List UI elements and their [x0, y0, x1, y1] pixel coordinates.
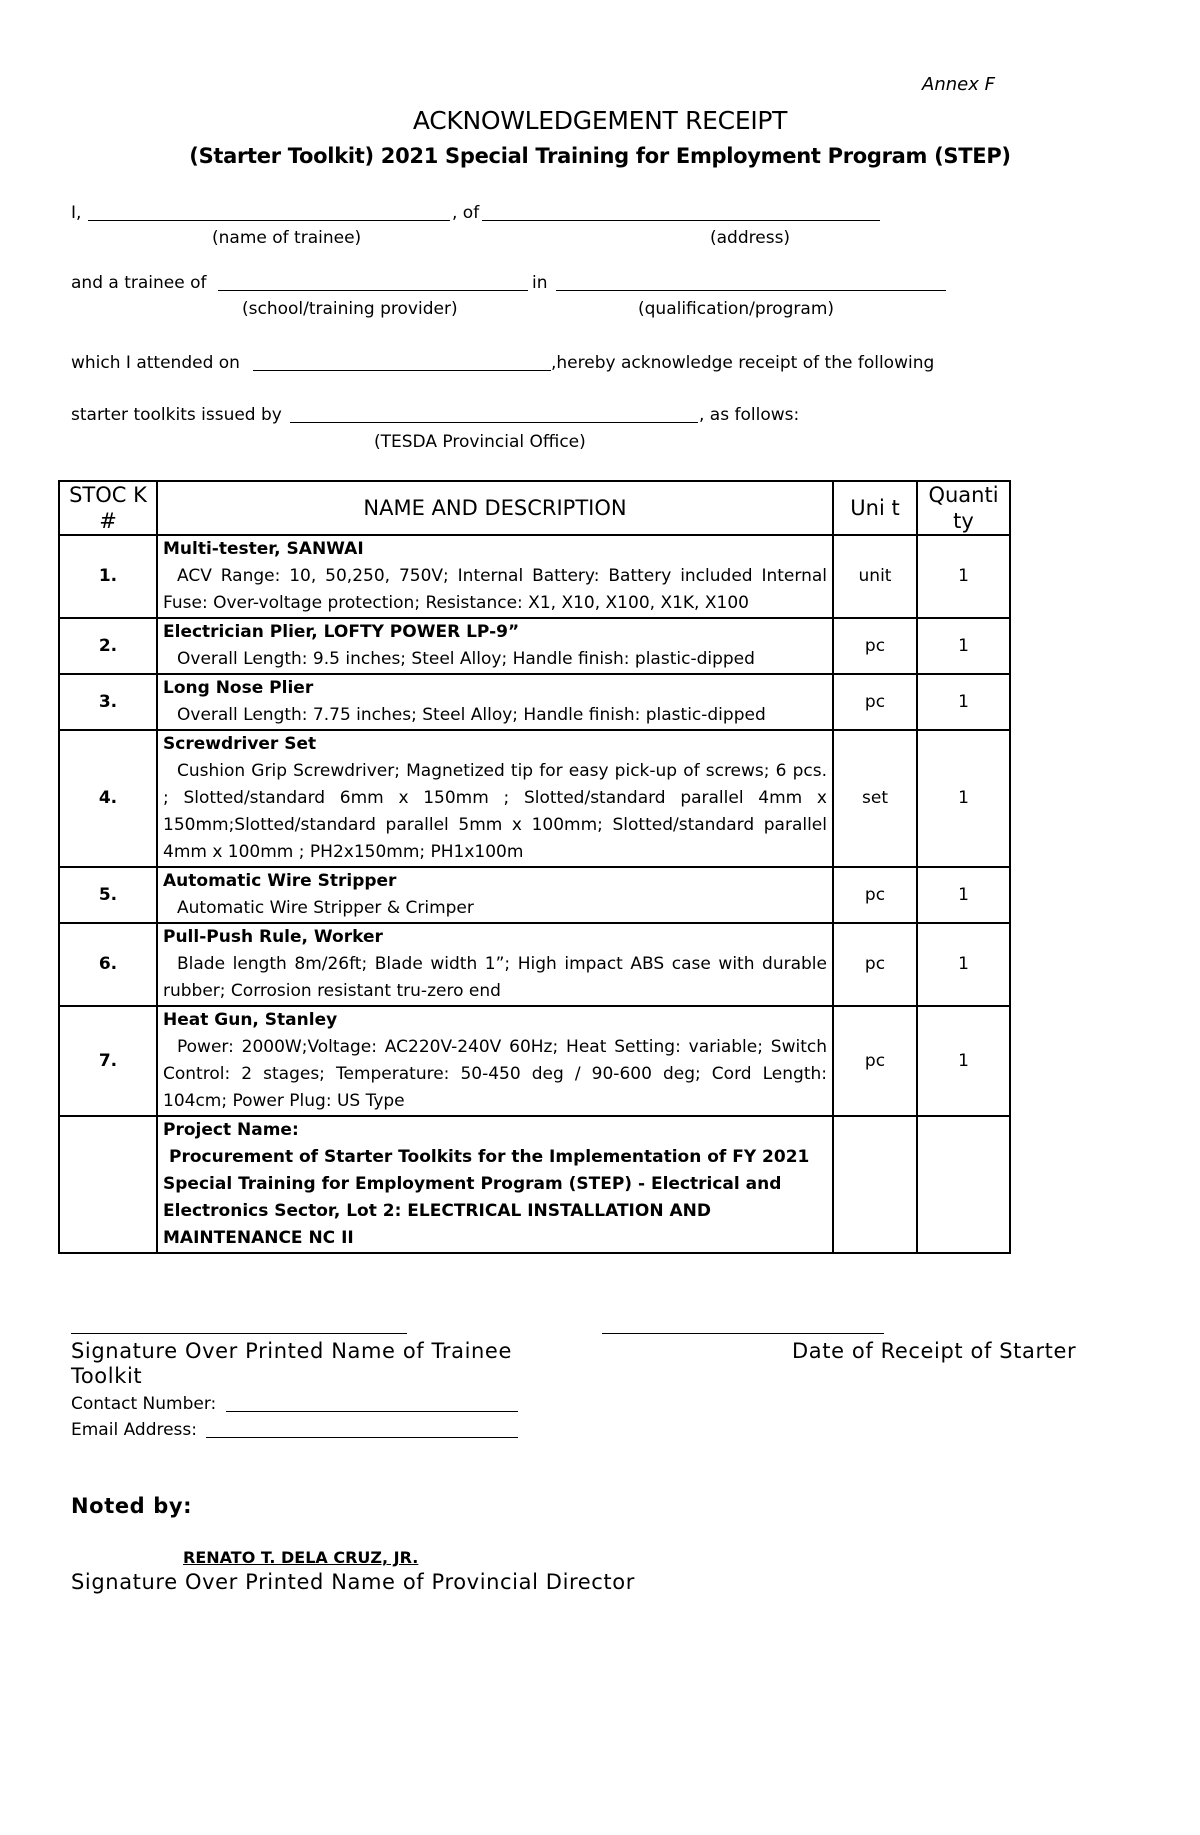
header-stock-no: STOC K # [59, 481, 157, 535]
header-unit: Uni t [833, 481, 917, 535]
table-row [59, 618, 1010, 674]
item-quantity: 1 [917, 867, 1010, 923]
email-address-label: Email Address: [71, 1420, 197, 1440]
item-no: 6. [59, 923, 157, 1006]
item-cell [157, 923, 833, 1006]
item-description: Automatic Wire Stripper & Crimper [177, 898, 474, 918]
item-unit: pc [833, 923, 917, 1006]
address-field[interactable] [482, 220, 880, 221]
project-name: Procurement of Starter Toolkits for the Implementation of FY 2021 Special Training for Employment Program (STEP) - Electrical and Electronics Sector, Lot 2: ELECTRICAL INSTALLATION AND MAINTENANCE NC II [163, 1147, 810, 1248]
of-label: , of [452, 203, 480, 223]
item-quantity: 1 [917, 674, 1010, 730]
item-unit: pc [833, 867, 917, 923]
item-quantity: 1 [917, 923, 1010, 1006]
table-row [59, 674, 1010, 730]
item-quantity: 1 [917, 618, 1010, 674]
item-quantity: 1 [917, 1006, 1010, 1116]
item-cell [157, 618, 833, 674]
qualification-hint: (qualification/program) [638, 299, 835, 319]
item-description: Blade length 8m/26ft; Blade width 1”; High impact ABS case with durable rubber; Corrosion resistant tru-zero end [163, 954, 827, 1001]
item-quantity: 1 [917, 535, 1010, 618]
project-unit-cell [833, 1116, 917, 1253]
page-subtitle: (Starter Toolkit) 2021 Special Training for Employment Program (STEP) [189, 144, 1011, 168]
qualification-field[interactable] [556, 290, 946, 291]
date-receipt-line[interactable] [602, 1333, 884, 1334]
toolkit-items-table [58, 480, 1011, 1254]
trainee-signature-label: Signature Over Printed Name of Trainee [71, 1339, 512, 1363]
project-qty-cell [917, 1116, 1010, 1253]
item-unit: pc [833, 674, 917, 730]
item-unit: unit [833, 535, 917, 618]
table-row [59, 535, 1010, 618]
item-no: 2. [59, 618, 157, 674]
project-label: Project Name: [163, 1120, 299, 1140]
item-no: 7. [59, 1006, 157, 1116]
item-description: Overall Length: 9.5 inches; Steel Alloy; Handle finish: plastic-dipped [177, 649, 755, 669]
table-row [59, 730, 1010, 867]
item-description: Cushion Grip Screwdriver; Magnetized tip for easy pick-up of screws; 6 pcs. ; Slotted/standard 6mm x 150mm ; Slotted/standard parallel 4mm x 150mm;Slotted/standard parallel 5mm x 100mm; Slotted/standard parallel 4mm x 100mm ; PH2x150mm; PH1x100m [163, 761, 827, 862]
as-follows-text: , as follows: [699, 405, 800, 425]
item-no: 3. [59, 674, 157, 730]
trainee-name-field[interactable] [88, 220, 450, 221]
issued-by-prefix: starter toolkits issued by [71, 405, 282, 425]
item-no: 1. [59, 535, 157, 618]
project-no-cell [59, 1116, 157, 1253]
issuer-hint: (TESDA Provincial Office) [374, 432, 586, 452]
item-no: 5. [59, 867, 157, 923]
table-row [59, 867, 1010, 923]
date-receipt-label-cont: Toolkit [71, 1364, 143, 1388]
item-description: Power: 2000W;Voltage: AC220V-240V 60Hz; Heat Setting: variable; Switch Control: 2 stages; Temperature: 50-450 deg / 90-600 deg; Cord Length: 104cm; Power Plug: US Type [163, 1037, 827, 1111]
item-description: ACV Range: 10, 50,250, 750V; Internal Battery: Battery included Internal Fuse: Over-voltage protection; Resistance: X1, X10, X100, X1K, X100 [163, 566, 827, 613]
noted-by-label: Noted by: [71, 1494, 193, 1518]
contact-number-field[interactable] [226, 1411, 518, 1412]
item-unit: pc [833, 1006, 917, 1116]
item-cell [157, 730, 833, 867]
contact-number-label: Contact Number: [71, 1394, 217, 1414]
item-name: Screwdriver Set [163, 734, 317, 754]
issuer-field[interactable] [290, 422, 698, 423]
annex-label: Annex F [922, 74, 995, 95]
trainee-prefix: I, [71, 203, 82, 223]
item-name: Automatic Wire Stripper [163, 871, 397, 891]
acknowledge-text: ,hereby acknowledge receipt of the following [551, 353, 935, 373]
item-quantity: 1 [917, 730, 1010, 867]
trainee-signature-line[interactable] [71, 1333, 407, 1334]
date-receipt-label: Date of Receipt of Starter [792, 1339, 1077, 1363]
item-description: Overall Length: 7.75 inches; Steel Alloy; Handle finish: plastic-dipped [177, 705, 766, 725]
director-name: RENATO T. DELA CRUZ, JR. [183, 1548, 419, 1567]
trainee-of-prefix: and a trainee of [71, 273, 207, 293]
item-name: Electrician Plier, LOFTY POWER LP-9” [163, 622, 520, 642]
director-signature-label: Signature Over Printed Name of Provincial Director [71, 1570, 635, 1594]
school-field[interactable] [218, 290, 528, 291]
table-row [59, 1006, 1010, 1116]
page-title: ACKNOWLEDGEMENT RECEIPT [412, 106, 788, 135]
item-cell [157, 535, 833, 618]
email-address-field[interactable] [206, 1437, 518, 1438]
item-cell [157, 1006, 833, 1116]
item-name: Heat Gun, Stanley [163, 1010, 338, 1030]
item-name: Pull-Push Rule, Worker [163, 927, 383, 947]
item-cell [157, 674, 833, 730]
name-hint: (name of trainee) [212, 228, 362, 248]
school-hint: (school/training provider) [242, 299, 458, 319]
item-name: Long Nose Plier [163, 678, 314, 698]
header-quantity: Quanti ty [917, 481, 1010, 535]
in-label: in [532, 273, 548, 293]
item-unit: pc [833, 618, 917, 674]
item-no: 4. [59, 730, 157, 867]
item-name: Multi-tester, SANWAI [163, 539, 364, 559]
header-name-description: NAME AND DESCRIPTION [157, 481, 833, 535]
attended-prefix: which I attended on [71, 353, 240, 373]
table-row [59, 923, 1010, 1006]
project-cell [157, 1116, 833, 1253]
address-hint: (address) [710, 228, 791, 248]
item-cell [157, 867, 833, 923]
project-row [59, 1116, 1010, 1253]
attended-date-field[interactable] [253, 370, 551, 371]
item-unit: set [833, 730, 917, 867]
